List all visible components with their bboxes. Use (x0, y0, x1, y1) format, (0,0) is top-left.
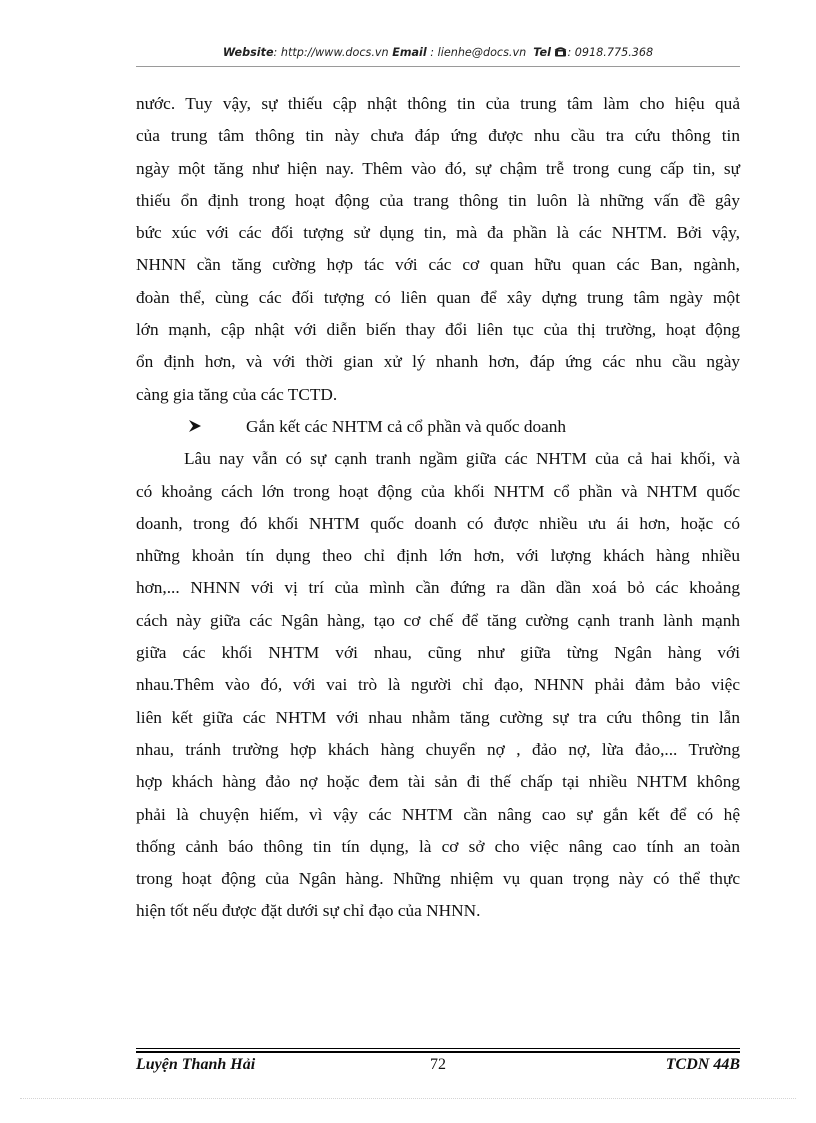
website-separator: : (273, 46, 281, 59)
text-line: giữa các khối NHTM với nhau, cũng như giữa từng Ngân hàng với (136, 643, 740, 663)
email-separator: : (426, 46, 438, 59)
text-line: đoàn thể, cùng các đối tượng có liên quan để xây dựng trung tâm ngày một (136, 287, 740, 307)
text-line: ngày một tăng như hiện nay. Thêm vào đó, sự chậm trễ trong cung cấp tin, sự (136, 158, 740, 178)
bullet-heading (136, 411, 740, 443)
bullet-heading-text: Gắn kết các NHTM cả cổ phần và quốc doanh (246, 416, 567, 436)
text-line: ổn định hơn, và với thời gian xử lý nhanh hơn, đáp ứng các nhu cầu ngày (136, 352, 740, 372)
tel-value: : 0918.775.368 (567, 46, 654, 59)
text-line: liên kết giữa các NHTM với nhau nhằm tăng cường sự tra cứu thông tin lẫn (136, 707, 740, 727)
footer-author: Luyện Thanh Hải (136, 1056, 256, 1073)
phone-icon (554, 46, 567, 57)
paragraph-1 (136, 88, 740, 411)
email-link[interactable]: lienhe@docs.vn (437, 46, 527, 59)
page-number: 72 (430, 1056, 446, 1073)
arrow-bullet-icon (188, 419, 202, 433)
footer-divider-thick (136, 1051, 740, 1053)
text-line: phải là chuyện hiếm, vì vậy các NHTM cần nâng cao sự gắn kết để có hệ (136, 804, 740, 824)
text-line: hiện tốt nếu được đặt dưới sự chỉ đạo của NHNN. (136, 901, 481, 921)
email-label: Email (392, 46, 427, 59)
tel-label: Tel (533, 46, 551, 59)
text-line: trong hoạt động của Ngân hàng. Những nhiệm vụ quan trọng này có thể thực (136, 869, 740, 889)
text-line: thống cảnh báo thông tin tín dụng, là cơ sở cho việc nâng cao tính an toàn (136, 836, 740, 856)
text-line: những khoản tín dụng theo chỉ định lớn hơn, với lượng khách hàng nhiều (136, 546, 740, 566)
website-label: Website (222, 46, 274, 59)
page-bottom-border (20, 1098, 796, 1099)
text-line: NHNN cần tăng cường hợp tác với các cơ quan hữu quan các Ban, ngành, (136, 255, 740, 275)
text-line: Lâu nay vẫn có sự cạnh tranh ngầm giữa các NHTM của cả hai khối, và (184, 449, 740, 469)
footer-class-code: TCDN 44B (665, 1056, 740, 1073)
text-line: của trung tâm thông tin này chưa đáp ứng được nhu cầu tra cứu thông tin (136, 126, 740, 146)
text-line: nhau.Thêm vào đó, với vai trò là người chỉ đạo, NHNN phải đảm bảo việc (136, 675, 740, 695)
text-line: nước. Tuy vậy, sự thiếu cập nhật thông tin của trung tâm làm cho hiệu quả (136, 94, 740, 113)
text-line: thiếu ổn định trong hoạt động của trang thông tin luôn là những vấn đề gây (136, 190, 740, 210)
text-line: nhau, tránh trường hợp khách hàng chuyển nợ , đảo nợ, lừa đảo,... Trường (136, 739, 740, 759)
text-line: hợp khách hàng đảo nợ hoặc đem tài sản đi thế chấp tại nhiều NHTM không (136, 772, 740, 792)
text-line: cách này giữa các Ngân hàng, tạo cơ chế để tăng cường cạnh tranh lành mạnh (136, 610, 740, 630)
header-divider (136, 66, 740, 67)
page-footer (136, 1056, 740, 1078)
text-line: doanh, trong đó khối NHTM quốc doanh có được nhiều ưu ái hơn, hoặc có (136, 513, 740, 533)
website-link[interactable]: http://www.docs.vn (280, 46, 389, 59)
text-line: có khoảng cách lớn trong hoạt động của khối NHTM cổ phần và NHTM quốc (136, 481, 740, 501)
page-header (136, 46, 740, 59)
text-line: càng gia tăng của các TCTD. (136, 384, 338, 404)
text-line: hơn,... NHNN với vị trí của mình cần đứng ra dần dần xoá bỏ các khoảng (136, 578, 740, 598)
text-line: lớn mạnh, cập nhật với diễn biến thay đổi liên tục của thị trường, hoạt động (136, 320, 740, 340)
paragraph-2 (136, 443, 740, 927)
footer-divider-thin (136, 1048, 740, 1049)
document-body (136, 88, 740, 928)
text-line: bức xúc với các đối tượng sử dụng tin, mà đa phần là các NHTM. Bởi vậy, (136, 223, 740, 243)
